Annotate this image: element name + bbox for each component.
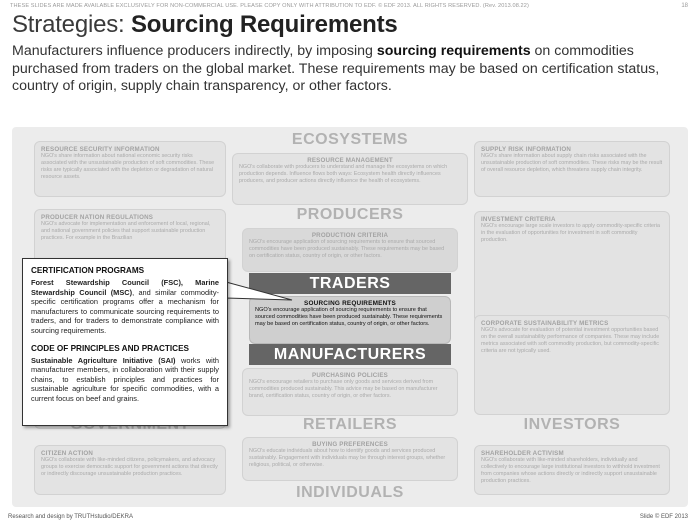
investment-criteria-heading: INVESTMENT CRITERIA [481, 216, 556, 223]
intro-part2: on commodities purchased from traders on the global market. These requirements may be based on certification status, country of origin, supply chain transparency, or other factors. [12, 43, 660, 94]
band-traders: TRADERS [249, 273, 451, 294]
intro-bold: sourcing requirements [376, 43, 531, 59]
shareholder-activism-heading: SHAREHOLDER ACTIVISM [481, 450, 564, 457]
sourcing-requirements-text: NGO's encourage application of sourcing requirements to ensure that sourced commodities have been produced sustainably. These requirements may be based on certification status, country of origin, or other factors. [255, 307, 443, 327]
band-individuals: INDIVIDUALS [296, 484, 404, 501]
citizen-action-heading: CITIZEN ACTION [41, 450, 94, 457]
buying-preferences-heading: BUYING PREFERENCES [312, 441, 388, 448]
production-criteria-text: NGO's encourage application of sourcing requirements to ensure that sourced commodities have been produced sustainably. These requirements may be based on certification status, country of origin, or other factors. [249, 239, 445, 259]
producer-nation-heading: PRODUCER NATION REGULATIONS [41, 214, 154, 221]
band-manufacturers: MANUFACTURERS [249, 344, 451, 365]
copyright-notice: THESE SLIDES ARE MADE AVAILABLE EXCLUSIVELY FOR NON-COMMERCIAL USE. PLEASE COPY ONLY WITH ATTRIBUTION TO EDF. © EDF 2013. ALL RIGHTS RESERVED. (Rev. 2013.08.22) [10, 3, 529, 9]
purchasing-policies-heading: PURCHASING POLICIES [312, 372, 388, 379]
producer-nation-text: NGO's advocate for implementation and enforcement of local, regional, and national government policies that support sustainable production practices. For example in the Brazilian [41, 221, 211, 241]
callout-code-desc: works with manufacturer members, in collaboration with their supply chains, to establish principles and practices for sustainable agriculture for specific commodities, with a current focus on beef and grains. [31, 355, 219, 403]
title-prefix: Strategies: [12, 11, 131, 38]
sourcing-requirements-heading: SOURCING REQUIREMENTS [304, 300, 396, 307]
citizen-action-text: NGO's collaborate with like-minded citizens, policymakers, and advocacy groups to exercise democratic support for government actions that directly or indirectly discourage unsustainable production practices. [41, 457, 218, 477]
band-investors: INVESTORS [523, 416, 621, 433]
footer-credit: Research and design by TRUTHstudio/DEKRA [8, 514, 133, 520]
callout-box [22, 258, 228, 426]
page-number: 18 [681, 3, 688, 9]
title-bold: Sourcing Requirements [131, 11, 398, 38]
callout-code-org: Sustainable Agriculture Initiative (SAI) [31, 355, 176, 365]
callout-heading-certification: CERTIFICATION PROGRAMS [31, 266, 145, 275]
band-ecosystems: ECOSYSTEMS [291, 131, 409, 148]
callout-text-certification [31, 278, 219, 336]
supply-risk-heading: SUPPLY RISK INFORMATION [481, 146, 572, 153]
band-retailers: RETAILERS [303, 416, 397, 433]
callout-text-code [31, 356, 219, 404]
footer-copyright: Slide © EDF 2013 [639, 514, 688, 520]
intro-part1: Manufacturers influence producers indirectly, by imposing [12, 43, 377, 59]
resource-security-heading: RESOURCE SECURITY INFORMATION [41, 146, 160, 153]
shareholder-activism-text: NGO's collaborate with like-minded shareholders, individually and collectively to encourage large institutional investors to withhold investment from companies whose actions directly or indirectly support unsustainable production practices. [481, 457, 660, 484]
callout-certification-desc: , and similar commodity-specific certification programs offer a mechanism for manufacturers to communicate sourcing requirements to traders, and for traders to demonstrate compliance with sourcing requirements. [31, 287, 219, 335]
resource-management-text: NGO's collaborate with producers to understand and manage the ecosystems on which production depends. Influence flows both ways: Ecosystem health directly influences producers, and producer actions directly influence the health of ecosystems. [239, 164, 448, 184]
corporate-sustainability-heading: CORPORATE SUSTAINABILITY METRICS [481, 320, 609, 327]
supply-risk-text: NGO's share information about supply chain risks associated with the unsustainable production of soft commodities. These risks may be the result of overall resource depletion, which threatens supply chain integrity. [481, 153, 663, 173]
purchasing-policies-text: NGO's encourage retailers to purchase only goods and services derived from commodities produced sustainably. This advice may be based on manufacturer brand, certification status, country of origin, or other factors. [249, 379, 438, 399]
resource-management-heading: RESOURCE MANAGEMENT [307, 157, 393, 164]
corporate-sustainability-text: NGO's advocate for evaluation of potential investment opportunities based on the overall sustainability performance of companies. These may include metrics associated with soft commodity production, but commodity-specific criteria are not typically used. [481, 327, 660, 354]
buying-preferences-text: NGO's educate individuals about how to identify goods and services produced sustainably. Engagement with individuals may be through interest groups, whether religious, political, or otherwise. [249, 448, 446, 468]
callout-heading-code: CODE OF PRINCIPLES AND PRACTICES [31, 343, 190, 353]
band-producers: PRODUCERS [296, 206, 404, 223]
callout-certification-orgs: Forest Stewardship Council (FSC), Marine Stewardship Council (MSC) [31, 278, 219, 297]
production-criteria-heading: PRODUCTION CRITERIA [311, 232, 389, 239]
resource-security-text: NGO's share information about national economic security risks associated with the unsustainable production of soft commodities. These risks are typically associated with the depletion or degradation of natural resource assets. [41, 153, 215, 180]
investment-criteria-text: NGO's encourage large scale investors to apply commodity-specific criteria in the evaluation of opportunities for investment in soft commodity production. [481, 223, 660, 243]
